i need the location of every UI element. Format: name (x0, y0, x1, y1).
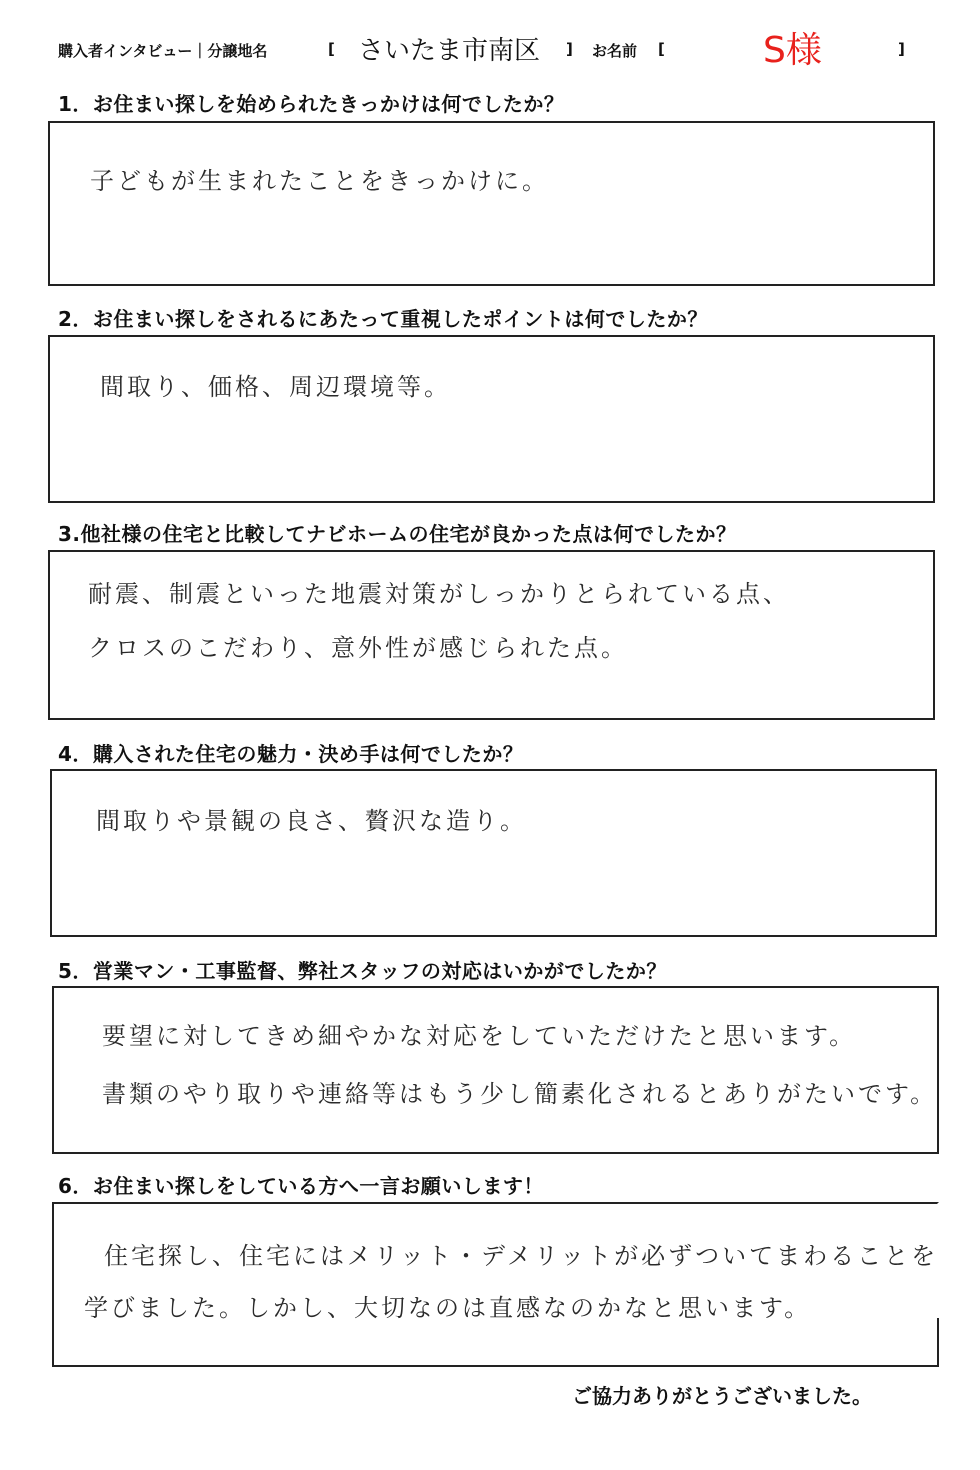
answer-4-line-1: 間取りや景観の良さ、贅沢な造り。 (96, 807, 528, 835)
name-bracket-close: ] (898, 40, 905, 58)
customer-name: S様 (763, 30, 822, 71)
question-3: 3.他社様の住宅と比較してナビホームの住宅が良かった点は何でしたか？ (58, 522, 737, 546)
name-bracket-open: [ (658, 40, 665, 58)
answer-box-4 (50, 769, 937, 937)
answer-box-2 (48, 335, 935, 503)
interview-title: 購入者インタビュー｜分譲地名 (58, 42, 268, 60)
question-2: 2．お住まい探しをされるにあたって重視したポイントは何でしたか？ (58, 307, 708, 331)
name-label: お名前 (592, 42, 638, 60)
answer-box-1 (48, 121, 935, 286)
area-bracket-close: ] (566, 40, 573, 58)
question-1: 1．お住まい探しを始められたきっかけは何でしたか？ (58, 92, 565, 116)
answer-3-line-2: クロスのこだわり、意外性が感じられた点。 (88, 634, 628, 662)
question-6: 6．お住まい探しをしている方へ一言お願いします！ (58, 1174, 544, 1198)
answer-5-line-2: 書類のやり取りや連絡等はもう少し簡素化されるとありがたいです。 (102, 1080, 938, 1108)
answer-box-6-edge (937, 1318, 939, 1367)
question-5: 5．営業マン・工事監督、弊社スタッフの対応はいかがでしたか？ (58, 959, 667, 983)
answer-2-line-1: 間取り、価格、周辺環境等。 (100, 373, 451, 401)
question-4: 4．購入された住宅の魅力・決め手は何でしたか？ (58, 742, 524, 766)
interview-header (58, 28, 940, 72)
answer-3-line-1: 耐震、制震といった地震対策がしっかりとられている点、 (88, 580, 790, 608)
subdivision-name: さいたま市南区 (358, 36, 541, 66)
answer-1-line-1: 子どもが生まれたことをきっかけに。 (90, 167, 549, 195)
answer-box-5 (52, 986, 939, 1154)
answer-box-6 (52, 1202, 939, 1367)
answer-5-line-1: 要望に対してきめ細やかな対応をしていただけたと思います。 (102, 1022, 857, 1050)
answer-6-line-1: 住宅探し、住宅にはメリット・デメリットが必ずついてまわることを (104, 1242, 939, 1270)
area-bracket-open: [ (328, 40, 335, 58)
answer-box-3 (48, 550, 935, 720)
answer-6-line-2: 学びました。しかし、大切なのは直感なのかなと思います。 (84, 1294, 812, 1322)
thank-you-message: ご協力ありがとうございました。 (572, 1384, 872, 1408)
